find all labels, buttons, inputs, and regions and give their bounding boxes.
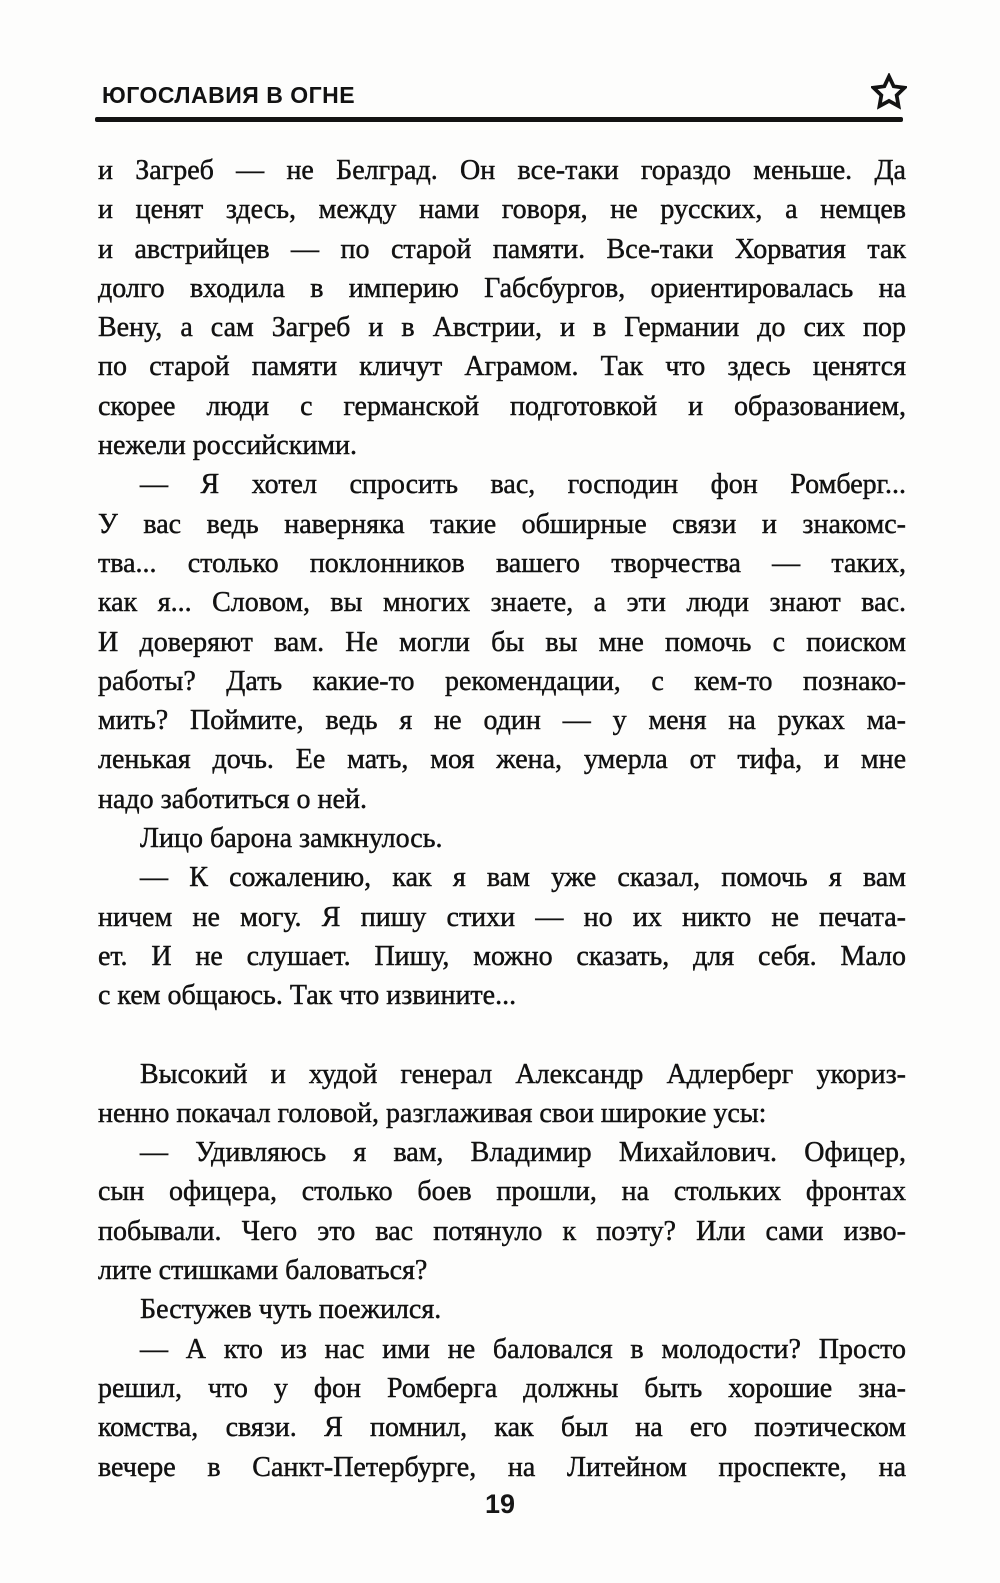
text-line: Высокий и худой генерал Александр Адлерберг укориз- [140, 1058, 906, 1090]
text-line: ненно покачал головой, разглаживая свои широкие усы: [98, 1097, 767, 1129]
paragraph [98, 1330, 906, 1487]
text-line: комства, связи. Я помнил, как был на его поэтическом [98, 1412, 906, 1444]
text-line: сын офицера, столько боев прошли, на стольких фронтах [98, 1176, 906, 1208]
paragraph [98, 1290, 906, 1329]
text-line: и австрийцев — по старой памяти. Все-таки Хорватия так [98, 233, 906, 265]
text-line: по старой памяти кличут Аграмом. Так что здесь ценятся [98, 351, 906, 383]
text-line: мить? Поймите, ведь я не один — у меня на руках ма- [98, 705, 906, 737]
header-rule [95, 117, 903, 122]
text-line: как я... Словом, вы многих знаете, а эти люди знают вас. [98, 587, 906, 619]
text-line: тва... столько поклонников вашего творчества — таких, [98, 547, 906, 579]
paragraph [98, 1055, 906, 1134]
paragraph [98, 465, 906, 819]
text-line: У вас ведь наверняка такие обширные связи и знакомс- [98, 508, 906, 540]
text-line: лите стишками баловаться? [98, 1255, 428, 1287]
text-line: скорее люди с германской подготовкой и образованием, [98, 390, 906, 422]
star-icon [871, 73, 907, 111]
text-line: ничем не могу. Я пишу стихи — но их никто не печата- [98, 901, 906, 933]
text-line: решил, что у фон Ромберга должны быть хорошие зна- [98, 1372, 906, 1404]
text-line: работы? Дать какие-то рекомендации, с кем-то познако- [98, 665, 906, 697]
text-line: Бестужев чуть поежился. [140, 1294, 442, 1326]
paragraph [98, 858, 906, 1015]
running-header-title: ЮГОСЛАВИЯ В ОГНЕ [102, 82, 356, 108]
text-line: надо заботиться о ней. [98, 783, 367, 815]
paragraph [98, 819, 906, 858]
text-line: и ценят здесь, между нами говоря, не русских, а немцев [98, 194, 906, 226]
text-line: Лицо барона замкнулось. [140, 823, 443, 855]
paragraph [98, 1133, 906, 1290]
page-number: 19 [484, 1489, 516, 1519]
text-line: — Удивляюсь я вам, Владимир Михайлович. Офицер, [140, 1137, 906, 1169]
text-line: с кем общаюсь. Так что извините... [98, 980, 517, 1012]
text-line: вечере в Санкт-Петербурге, на Литейном проспекте, на [98, 1451, 906, 1483]
paragraph [98, 151, 906, 465]
text-line: ет. И не слушает. Пишу, можно сказать, для себя. Мало [98, 940, 906, 972]
text-line: — Я хотел спросить вас, господин фон Ромберг... [140, 469, 906, 501]
text-line: — К сожалению, как я вам уже сказал, помочь я вам [140, 862, 906, 894]
text-line: ленькая дочь. Ее мать, моя жена, умерла от тифа, и мне [98, 744, 906, 776]
text-line: нежели российскими. [98, 430, 358, 462]
text-line: — А кто из нас ими не баловался в молодости? Просто [140, 1333, 906, 1365]
text-line: Вену, а сам Загреб и в Австрии, и в Германии до сих пор [98, 312, 906, 344]
text-line: И доверяют вам. Не могли бы вы мне помочь с поиском [98, 626, 906, 658]
text-line: и Загреб — не Белград. Он все-таки гораздо меньше. Да [98, 155, 906, 186]
text-line: побывали. Чего это вас потянуло к поэту? Или сами изво- [98, 1215, 906, 1247]
body-text [98, 151, 906, 1487]
text-line: долго входила в империю Габсбургов, ориентировалась на [98, 272, 906, 304]
